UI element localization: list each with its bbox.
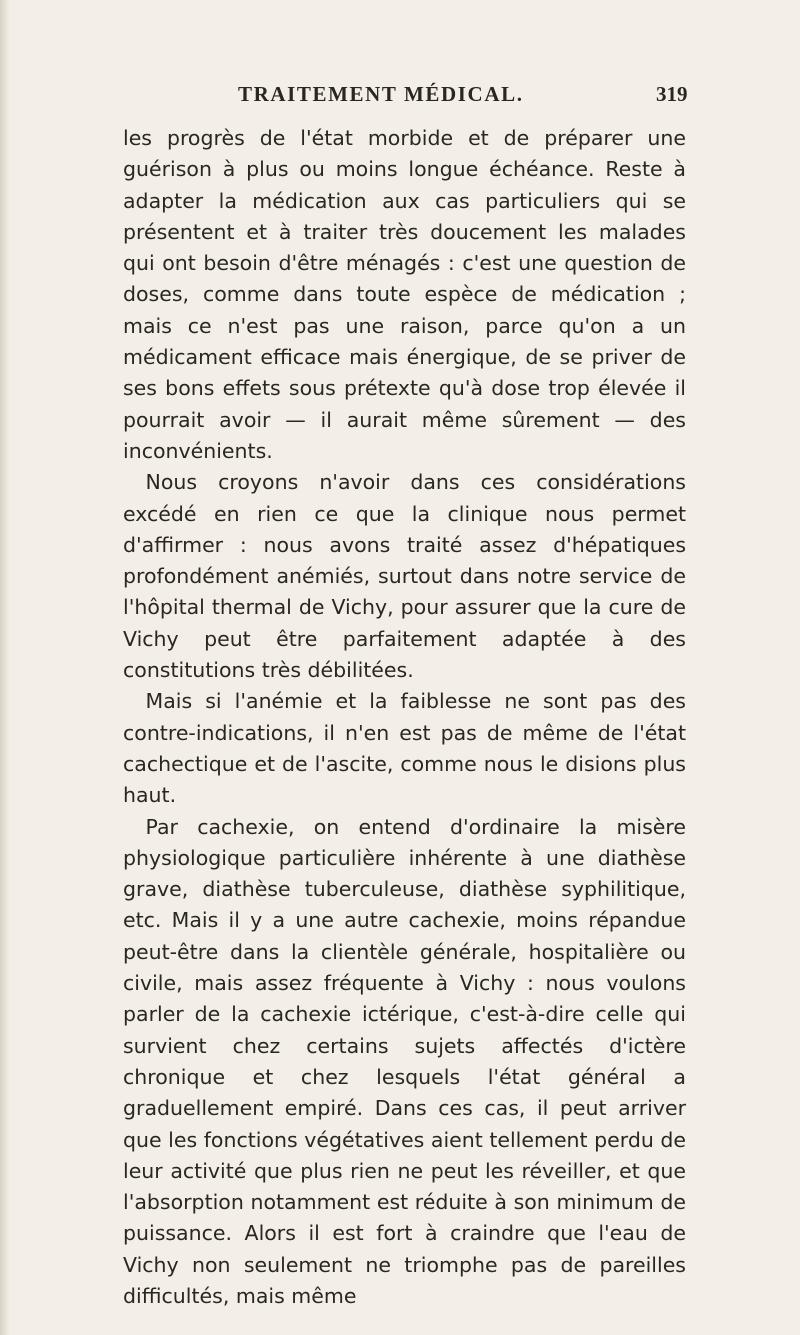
paragraph-2: Nous croyons n'avoir dans ces considérations excédé en rien ce que la clinique nous permet d'affirmer : nous avons traité assez d'hépatiques profondément anémiés, surtout dans notre service de l'hôpital thermal de Vichy, pour assurer que la cure de Vichy peut être parfaitement adaptée à des constitutions très débilitées. bbox=[123, 470, 686, 683]
paragraph-4: Par cachexie, on entend d'ordinaire la misère physiologique particulière inhérente à une diathèse grave, diathèse tuberculeuse, diathèse syphilitique, etc. Mais il y a une autre cachexie, moins répandue peut-être dans la clientèle générale, hospitalière ou civile, mais assez fréquente à Vichy : nous voulons parler de la cachexie ictérique, c'est-à-dire celle qui survient chez certains sujets affectés d'ictère chronique et chez lesquels l'état général a graduellement empiré. Dans ces cas, il peut arriver que les fonctions végétatives aient tellement perdu de leur activité que plus rien ne peut les réveiller, et que l'absorption notamment est réduite à son minimum de puissance. Alors il est fort à craindre que l'eau de Vichy non seulement ne triomphe pas de pareilles difficultés, mais même bbox=[123, 814, 686, 1308]
paragraph-3: Mais si l'anémie et la faiblesse ne sont pas des contre-indications, il n'en est pas de même de l'état cachectique et de l'ascite, comme nous le disions plus haut. bbox=[123, 689, 686, 808]
paragraph-1: les progrès de l'état morbide et de préparer une guérison à plus ou moins longue échéance. Reste à adapter la médication aux cas particuliers qui se présentent et à traiter très doucement les malades qui ont besoin d'être ménagés : c'est une question de doses, comme dans toute espèce de médication ; mais ce n'est pas une raison, parce qu'on a un médicament efficace mais énergique, de se priver de ses bons effets sous prétexte qu'à dose trop élevée il pourrait avoir — il aurait même sûrement — des inconvénients. bbox=[123, 126, 686, 463]
body-text bbox=[123, 123, 686, 1312]
running-title: TRAITEMENT MÉDICAL. bbox=[238, 82, 524, 106]
page-header bbox=[0, 82, 800, 112]
page-number: 319 bbox=[656, 82, 688, 106]
page-edge bbox=[0, 0, 10, 1335]
